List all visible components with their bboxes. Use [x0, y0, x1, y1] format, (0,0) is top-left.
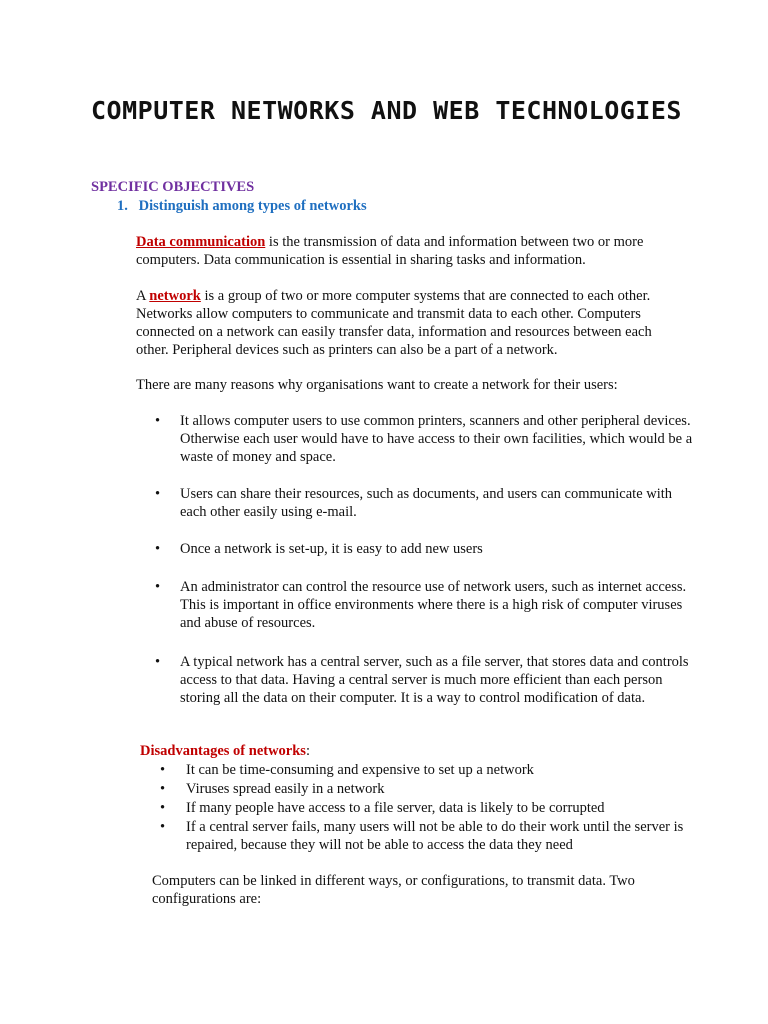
keyword-data-communication: Data communication — [136, 234, 266, 250]
list-item-text: It allows computer users to use common printers, scanners and other peripheral devices. Otherwise each user would have to have access to their own facilities, which would be a waste of money and space. — [180, 413, 693, 465]
list-item — [155, 653, 700, 707]
list-item-text: A typical network has a central server, such as a file server, that stores data and controls access to that data. Having a central server is much more efficient than each person storing all the data on their computer. It is a way to control modification of data. — [180, 654, 689, 706]
objective-number: 1. — [117, 198, 128, 214]
list-item — [160, 799, 706, 817]
paragraph-prefix: A — [136, 288, 150, 304]
objectives-heading: SPECIFIC OBJECTIVES — [91, 179, 255, 195]
list-item — [155, 540, 700, 558]
paragraph-reasons: There are many reasons why organisations want to create a network for their users: — [136, 377, 618, 393]
paragraph-configurations: Computers can be linked in different ways, or configurations, to transmit data. Two configurations are: — [152, 873, 635, 907]
list-item — [155, 485, 700, 521]
list-item — [160, 818, 706, 854]
bullet-icon: • — [160, 800, 166, 816]
bullet-icon: • — [155, 654, 161, 670]
list-item — [160, 761, 706, 779]
disadvantages-label: Disadvantages of networks — [140, 743, 306, 759]
bullet-icon: • — [160, 781, 166, 797]
list-item-text: Once a network is set-up, it is easy to add new users — [180, 541, 483, 557]
list-item — [155, 412, 700, 466]
list-item-text: An administrator can control the resource use of network users, such as internet access. This is important in office environments where there is a high risk of computer viruses and abuse of resources. — [180, 579, 687, 631]
list-item — [160, 780, 706, 798]
list-item-text: Users can share their resources, such as documents, and users can communicate with each other easily using e-mail. — [180, 486, 673, 520]
list-item-text: If many people have access to a file server, data is likely to be corrupted — [186, 800, 605, 816]
paragraph-data-communication — [136, 233, 686, 269]
list-item — [155, 578, 700, 632]
list-item-text: If a central server fails, many users will not be able to do their work until the server is repaired, because they will not be able to access the data they need — [186, 819, 684, 853]
objective-text: Distinguish among types of networks — [138, 198, 367, 214]
paragraph-network — [136, 287, 681, 359]
bullet-icon: • — [155, 486, 161, 502]
paragraph-text: is the transmission of data and information between two or more computers. Data communication is essential in sharing tasks and information. — [136, 234, 644, 268]
document-title: COMPUTER NETWORKS AND WEB TECHNOLOGIES — [91, 96, 682, 125]
bullet-icon: • — [155, 413, 161, 429]
list-item-text: It can be time-consuming and expensive to set up a network — [186, 762, 534, 778]
bullet-icon: • — [155, 541, 161, 557]
bullet-icon: • — [160, 762, 166, 778]
keyword-network: network — [149, 288, 201, 304]
bullet-icon: • — [160, 819, 166, 835]
objective-item — [117, 198, 367, 215]
disadvantages-heading — [140, 742, 310, 760]
disadvantages-colon: : — [305, 743, 310, 759]
bullet-icon: • — [155, 579, 161, 595]
list-item-text: Viruses spread easily in a network — [186, 781, 385, 797]
paragraph-text: is a group of two or more computer systems that are connected to each other. Networks allow computers to communicate and transmit data to each other. Computers connected on a network can easily transfer data, information and resources between each other. Peripheral devices such as printers can also be a part of a network. — [136, 288, 652, 358]
